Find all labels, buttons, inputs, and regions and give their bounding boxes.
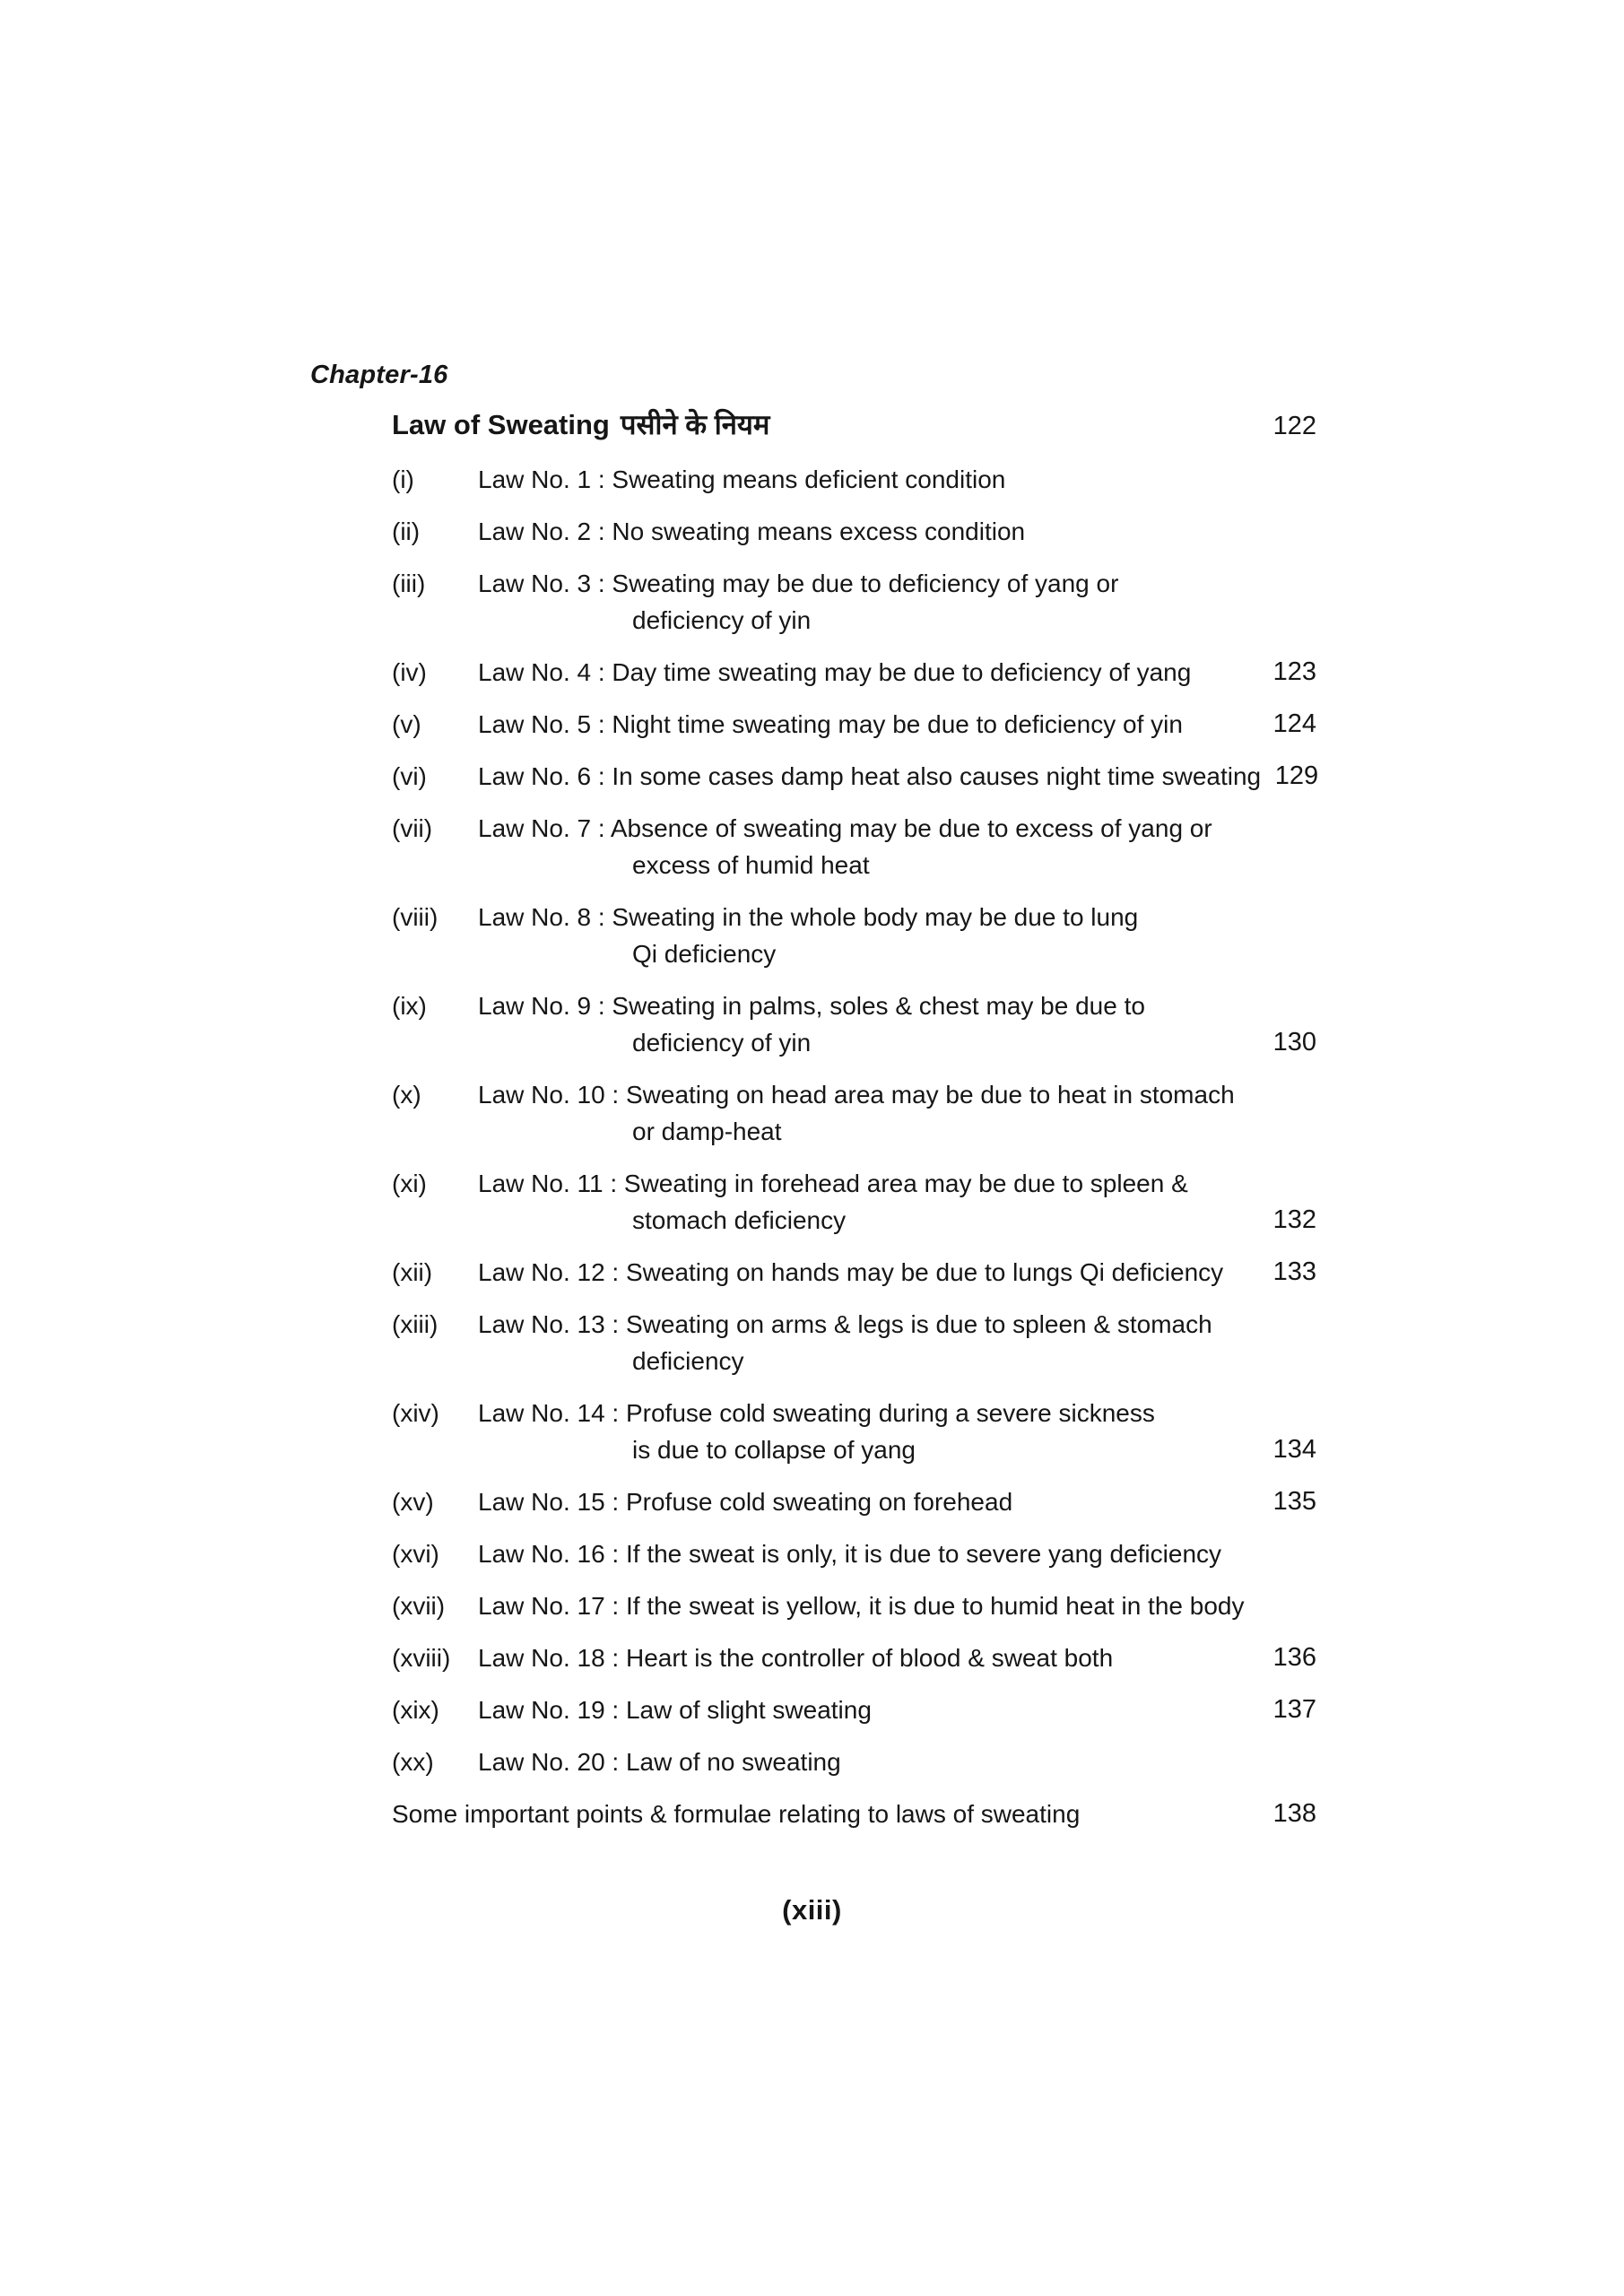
toc-item-numeral: (viii) <box>392 903 439 931</box>
toc-item-numeral: (xiv) <box>392 1399 439 1427</box>
toc-item-page-number: 124 <box>1272 709 1316 738</box>
toc-item-numeral: (xx) <box>392 1748 434 1776</box>
toc-chapter-heading-row <box>392 405 1316 445</box>
chapter-title-english: Law of Sweating <box>392 409 610 440</box>
toc-item-numeral: (i) <box>392 465 414 493</box>
toc-item-numeral: (iii) <box>392 570 426 597</box>
toc-item-numeral: (ix) <box>392 992 427 1020</box>
toc-item-text-line: Law No. 12 : Sweating on hands may be due to lungs Qi deficiency <box>478 1258 1224 1286</box>
toc-item-text-continuation: Qi deficiency <box>632 940 777 968</box>
toc-item-numeral: (xiii) <box>392 1310 439 1338</box>
toc-item-text <box>478 1535 1259 1572</box>
toc-item-text <box>478 654 1259 691</box>
toc-item-numeral: (x) <box>392 1081 421 1109</box>
toc-item-text-line: Law No. 6 : In some cases damp heat also causes night time sweating <box>478 762 1262 790</box>
toc-item <box>392 1395 1316 1468</box>
toc-item <box>392 810 1316 883</box>
toc-item-text-line: Law No. 16 : If the sweat is only, it is due to severe yang deficiency <box>478 1540 1222 1568</box>
toc-item <box>392 565 1316 639</box>
toc-item-text-line: Law No. 18 : Heart is the controller of blood & sweat both <box>478 1644 1114 1672</box>
toc-item <box>392 513 1316 550</box>
toc-item-text-continuation: stomach deficiency <box>632 1206 847 1234</box>
toc-item-numeral: (xviii) <box>392 1644 451 1672</box>
toc-item <box>392 1254 1316 1291</box>
toc-item <box>392 461 1316 498</box>
toc-item-text-line: Law No. 7 : Absence of sweating may be due to excess of yang or <box>478 814 1212 842</box>
toc-item-page-number: 123 <box>1272 657 1316 686</box>
toc-item-text-continuation: is due to collapse of yang <box>632 1436 916 1464</box>
toc-item-text <box>478 1587 1259 1624</box>
toc-item-text-line: Law No. 13 : Sweating on arms & legs is due to spleen & stomach <box>478 1310 1212 1338</box>
toc-item-page-number: 137 <box>1272 1695 1316 1724</box>
toc-item-page-number: 135 <box>1272 1487 1316 1516</box>
toc-item-text-line: Law No. 2 : No sweating means excess condition <box>478 517 1026 545</box>
toc-item-page-number: 134 <box>1272 1435 1316 1464</box>
toc-item-text <box>478 565 1259 639</box>
toc-item-text <box>478 706 1259 743</box>
chapter-label: Chapter-16 <box>310 361 448 389</box>
footer-folio-number: (xiii) <box>782 1894 842 1926</box>
toc-item <box>392 1692 1316 1728</box>
toc-item-text-continuation: deficiency of yin <box>632 1029 812 1057</box>
toc-item-numeral: (xv) <box>392 1488 434 1516</box>
toc-item-text-line: Law No. 10 : Sweating on head area may be due to heat in stomach <box>478 1081 1235 1109</box>
toc-closing-row <box>392 1796 1316 1832</box>
toc-item <box>392 706 1316 743</box>
toc-item-text <box>478 1692 1259 1728</box>
toc-item-text-line: Law No. 19 : Law of slight sweating <box>478 1696 872 1724</box>
toc-item-numeral: (xvii) <box>392 1592 446 1620</box>
toc-item <box>392 1306 1316 1379</box>
toc-item <box>392 1587 1316 1624</box>
toc-item-page-number: 133 <box>1272 1257 1316 1286</box>
toc-item-text-line: Law No. 11 : Sweating in forehead area may be due to spleen & <box>478 1170 1188 1197</box>
toc-item-text-line: Law No. 15 : Profuse cold sweating on forehead <box>478 1488 1013 1516</box>
toc-item-text-line: Law No. 17 : If the sweat is yellow, it is due to humid heat in the body <box>478 1592 1245 1620</box>
toc-item-text <box>478 1744 1259 1780</box>
toc-item-text <box>478 1165 1259 1239</box>
toc-item <box>392 1639 1316 1676</box>
chapter-title-hindi: पसीने के नियम <box>620 409 770 440</box>
toc-item-text-line: Law No. 1 : Sweating means deficient condition <box>478 465 1006 493</box>
chapter-title <box>392 405 1259 445</box>
toc-item-numeral: (vi) <box>392 762 427 790</box>
toc-item-text-continuation: excess of humid heat <box>632 851 870 879</box>
toc-item <box>392 654 1316 691</box>
toc-item-page-number: 129 <box>1274 761 1319 790</box>
toc-item-text <box>478 1639 1259 1676</box>
toc-item-numeral: (iv) <box>392 658 427 686</box>
chapter-page-number: 122 <box>1272 412 1316 440</box>
toc-item-numeral: (ii) <box>392 517 421 545</box>
toc-item <box>392 1535 1316 1572</box>
toc-item-text-line: Law No. 8 : Sweating in the whole body may be due to lung <box>478 903 1139 931</box>
toc-list <box>392 405 1319 1832</box>
toc-item-numeral: (xii) <box>392 1258 433 1286</box>
closing-row-text: Some important points & formulae relating to laws of sweating <box>392 1800 1081 1828</box>
toc-item <box>392 1483 1316 1520</box>
toc-item-text <box>478 461 1259 498</box>
toc-item-numeral: (v) <box>392 710 421 738</box>
toc-item-text-line: Law No. 5 : Night time sweating may be due to deficiency of yin <box>478 710 1183 738</box>
toc-item-text-continuation: deficiency of yin <box>632 606 812 634</box>
toc-item <box>392 758 1319 795</box>
toc-item <box>392 899 1316 972</box>
toc-items-container <box>392 461 1319 1780</box>
toc-item <box>392 1076 1316 1150</box>
toc-item-text <box>478 987 1259 1061</box>
toc-item-text-line: Law No. 3 : Sweating may be due to deficiency of yang or <box>478 570 1119 597</box>
toc-item-numeral: (xvi) <box>392 1540 439 1568</box>
toc-item-text <box>478 1076 1259 1150</box>
toc-item-page-number: 132 <box>1272 1205 1316 1234</box>
toc-item-numeral: (vii) <box>392 814 433 842</box>
toc-item-text-continuation: or damp-heat <box>632 1118 782 1145</box>
toc-item-text-line: Law No. 20 : Law of no sweating <box>478 1748 841 1776</box>
toc-item-text <box>478 1395 1259 1468</box>
toc-item-text-line: Law No. 4 : Day time sweating may be due to deficiency of yang <box>478 658 1192 686</box>
toc-item-text-line: Law No. 9 : Sweating in palms, soles & chest may be due to <box>478 992 1145 1020</box>
closing-row-page-number: 138 <box>1272 1799 1316 1828</box>
toc-item-text <box>478 1483 1259 1520</box>
toc-item <box>392 1744 1316 1780</box>
toc-item <box>392 987 1316 1061</box>
toc-item-text-continuation: deficiency <box>632 1347 744 1375</box>
toc-item-page-number: 130 <box>1272 1028 1316 1057</box>
toc-item-text <box>478 899 1259 972</box>
toc-item-numeral: (xi) <box>392 1170 427 1197</box>
toc-item-text <box>478 810 1259 883</box>
toc-item-text-line: Law No. 14 : Profuse cold sweating during a severe sickness <box>478 1399 1155 1427</box>
toc-item-numeral: (xix) <box>392 1696 439 1724</box>
toc-item-text <box>478 1306 1259 1379</box>
toc-item-text <box>478 1254 1259 1291</box>
toc-item-text <box>478 513 1259 550</box>
toc-item-text <box>478 758 1261 795</box>
toc-item-page-number: 136 <box>1272 1643 1316 1672</box>
toc-item <box>392 1165 1316 1239</box>
toc-content <box>310 359 1319 1832</box>
